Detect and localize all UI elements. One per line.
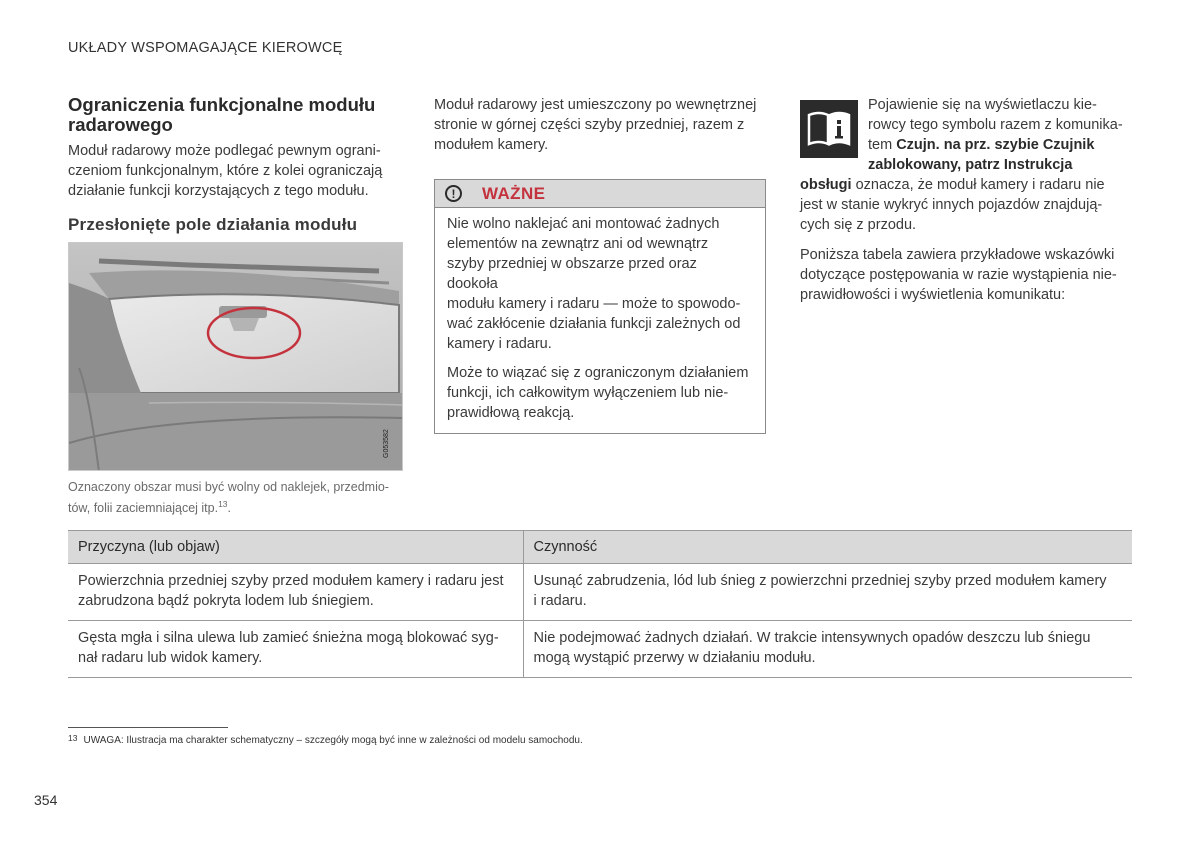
windshield-illustration [69,243,403,471]
warning-header [435,180,765,208]
windshield-figure [68,242,403,471]
footnote-number: 13 [68,733,78,743]
book-info-icon [800,100,858,158]
radar-location-paragraph: Moduł radarowy jest umieszczony po wewnętrznej stronie w górnej części szyby przedniej, razem z modułem kamery. [434,97,757,153]
cause-cell: Powierzchnia przedniej szyby przed modułem kamery i radaru jest zabrudzona bądź pokryta lodem lub śniegiem. [68,564,523,621]
figure-caption: Oznaczony obszar musi być wolny od naklejek, przedmio- tów, folii zaciemniającej itp.$^{13}$. [68,480,389,516]
warning-paragraph: Może to wiązać się z ograniczonym działaniem funkcji, ich całkowitym wyłączeniem lub nie- prawidłową reakcją. [447,365,749,421]
page-number: 354 [34,792,58,808]
cause-cell: Gęsta mgła i silna ulewa lub zamieć śnieżna mogą blokować syg- nał radaru lub widok kamery. [68,621,523,678]
action-cell: Nie podejmować żadnych działań. W trakcie intensywnych opadów deszczu lub śniegu mogą wystąpić przerwy w działaniu modułu. [523,621,1132,678]
table-intro-paragraph: Poniższa tabela zawiera przykładowe wskazówki dotyczące postępowania w razie wystąpienia nie- prawidłowości i wyświetlenia komunikatu: [800,247,1117,303]
message-text-cont: zablokowany, patrz Instrukcja [868,157,1073,173]
message-text: Czujn. na prz. szybie Czujnik [896,137,1095,153]
footnote-ref: 13 [218,499,228,509]
column-header: Przyczyna (lub objaw) [68,531,523,564]
footnote [68,733,583,746]
warning-label: WAŻNE [482,183,546,203]
footnote-divider [68,727,228,728]
left-column [68,95,403,517]
running-header: UKŁADY WSPOMAGAJĄCE KIEROWCĘ [68,40,343,56]
footnote-text: UWAGA: Ilustracja ma charakter schematyczny – szczegóły mogą być inne w zależności od modelu samochodu. [83,735,583,746]
table-row [68,621,1132,678]
right-column [800,95,1135,305]
troubleshooting-table [68,530,1132,678]
warning-box [434,179,766,434]
subsection-title: Przesłonięte pole działania modułu [68,215,358,234]
exclamation-icon: ! [445,185,462,202]
action-cell: Usunąć zabrudzenia, lód lub śnieg z powierzchni przedniej szyby przed modułem kamery i radaru. [523,564,1132,621]
warning-paragraph: Nie wolno naklejać ani montować żadnych elementów na zewnątrz ani od wewnątrz szyby przedniej w obszarze przed oraz dookoła modułu kamery i radaru — może to spowodo- wać zakłócenie działania funkcji zależnych od kamery i radaru. [447,216,741,352]
intro-paragraph: Moduł radarowy może podlegać pewnym ograni- czeniom funkcjonalnym, które z kolei ograniczają działanie funkcji korzystających z tego modułu. [68,143,383,199]
middle-column [434,95,766,434]
info-block: Pojawienie się na wyświetlaczu kie- rowcy tego symbolu razem z komunika- tem Czujn. na prz. szybie Czujnik zablokowany, patrz Instrukcja obsługi oznacza, że moduł kamery i radaru nie jest w stanie wykryć innych pojazdów znajdują- cych się z przodu. [800,95,1135,235]
table-row [68,564,1132,621]
section-title: Ograniczenia funkcjonalne modułu radarowego [68,94,376,135]
figure-code: G053582 [383,429,390,458]
column-header: Czynność [523,531,1132,564]
table-header-row [68,531,1132,564]
warning-body [435,208,765,433]
